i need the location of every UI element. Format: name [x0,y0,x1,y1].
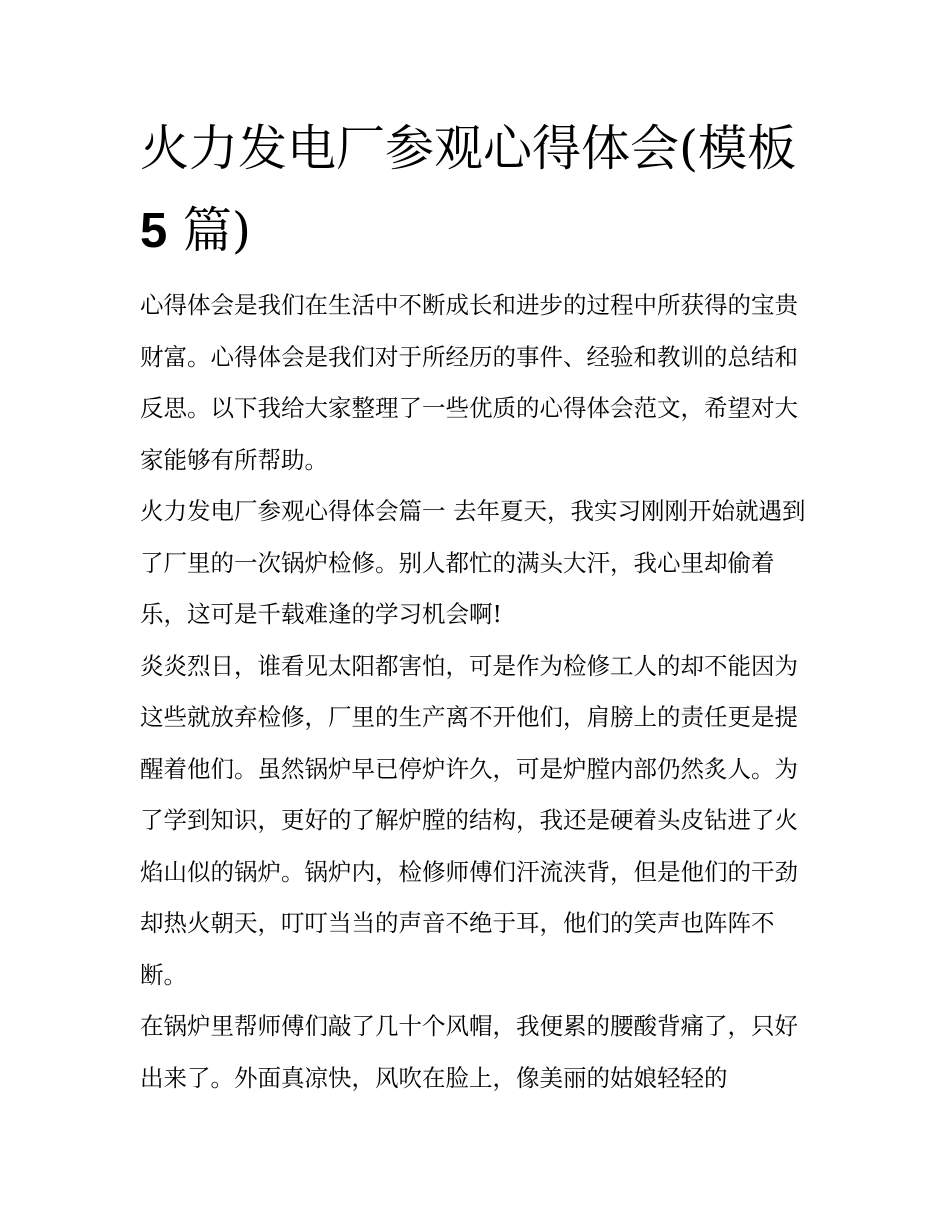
document-body [140,280,820,1104]
paragraph-intro: 心得体会是我们在生活中不断成长和进步的过程中所获得的宝贵财富。心得体会是我们对于所经历的事件、经验和教训的总结和反思。以下我给大家整理了一些优质的心得体会范文，希望对大家能够有所帮助。 [140,291,798,474]
title-main: 火力发电厂参观心得体会(模板 [140,120,797,177]
title-tail: 篇) [182,202,251,259]
paragraph-essay-one-opening: 火力发电厂参观心得体会篇一 去年夏天，我实习刚刚开始就遇到了厂里的一次锅炉检修。别人都忙的满头大汗，我心里却偷着乐，这可是千载难逢的学习机会啊! [140,497,806,628]
paragraph-after-work: 在锅炉里帮师傅们敲了几十个风帽，我便累的腰酸背痛了，只好出来了。外面真凉快，风吹在脸上，像美丽的姑娘轻轻的 [140,1012,798,1092]
title-number: 5 [140,204,168,258]
document-title [140,108,820,272]
paragraph-boiler-inspection: 炎炎烈日，谁看见太阳都害怕，可是作为检修工人的却不能因为这些就放弃检修，厂里的生产离不开他们，肩膀上的责任更是提醒着他们。虽然锅炉早已停炉许久，可是炉膛内部仍然炙人。为了学到知识，更好的了解炉膛的结构，我还是硬着头皮钻进了火焰山似的锅炉。锅炉内，检修师傅们汗流浃背，但是他们的干劲却热火朝天，叮叮当当的声音不绝于耳，他们的笑声也阵阵不断。 [140,651,798,989]
